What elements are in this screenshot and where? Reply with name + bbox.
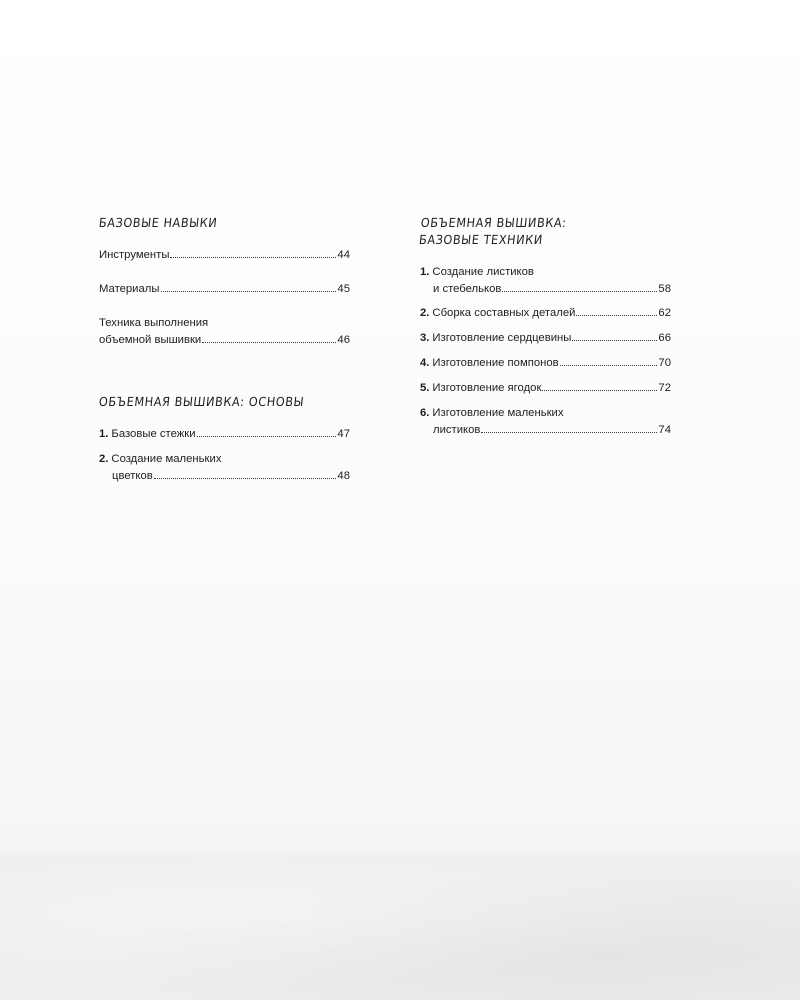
toc-entry-text: объемной вышивки <box>99 334 202 346</box>
page-number: 46 <box>337 334 350 346</box>
toc-entry-leaves-stems[interactable] <box>420 264 671 298</box>
entry-number: 1. <box>99 428 109 440</box>
toc-entry-basic-stitches[interactable] <box>99 426 350 443</box>
toc-entry-small-leaves[interactable] <box>420 405 671 439</box>
toc-entry-text: Базовые стежки <box>111 428 196 440</box>
entry-number: 5. <box>420 382 430 394</box>
toc-entry-text: Создание листиков <box>432 266 534 278</box>
page-number: 74 <box>658 424 671 436</box>
page-number: 48 <box>337 470 350 482</box>
section-title-basic-techniques: ОБЪЕМНАЯ ВЫШИВКА: БАЗОВЫЕ ТЕХНИКИ <box>418 215 568 247</box>
toc-entry-text: Создание маленьких <box>111 453 222 465</box>
toc-entry-core[interactable] <box>420 330 671 347</box>
dot-leader <box>542 390 657 391</box>
dot-leader <box>576 315 657 316</box>
dot-leader <box>560 365 658 366</box>
toc-entry-text: цветков <box>112 470 153 482</box>
toc-list-basic-techniques <box>420 264 671 439</box>
toc-left-column <box>99 214 350 485</box>
toc-entry-small-flowers[interactable] <box>99 451 350 485</box>
toc-entry-tools[interactable] <box>99 247 350 264</box>
entry-number: 6. <box>420 407 430 419</box>
dot-leader <box>572 340 657 341</box>
toc-entry-text: Изготовление маленьких <box>432 407 564 419</box>
toc-entry-text: и стебельков <box>433 283 502 295</box>
toc-list-fundamentals <box>99 426 350 485</box>
page-number: 58 <box>658 283 671 295</box>
dot-leader <box>161 291 337 292</box>
page-number: 45 <box>337 283 350 295</box>
bottom-surface <box>0 856 800 1000</box>
page-number: 70 <box>658 357 671 369</box>
toc-entry-text: Сборка составных деталей <box>432 307 576 319</box>
toc-entry-text: Техника выполнения <box>99 317 209 329</box>
dot-leader <box>154 478 337 479</box>
entry-number: 2. <box>99 453 109 465</box>
dot-leader <box>170 257 336 258</box>
toc-entry-assembly[interactable] <box>420 305 671 322</box>
toc-entry-materials[interactable] <box>99 281 350 298</box>
page-number: 44 <box>337 249 350 261</box>
entry-number: 2. <box>420 307 430 319</box>
toc-entry-pompons[interactable] <box>420 355 671 372</box>
section-title-fundamentals: ОБЪЕМНАЯ ВЫШИВКА: ОСНОВЫ <box>98 394 305 409</box>
page-number: 62 <box>658 307 671 319</box>
toc-entry-text: Изготовление сердцевины <box>432 332 572 344</box>
dot-leader <box>197 436 337 437</box>
toc-entry-text: Изготовление ягодок <box>432 382 542 394</box>
toc-entry-text: листиков <box>433 424 481 436</box>
page-number: 47 <box>337 428 350 440</box>
dot-leader <box>502 291 657 292</box>
toc-list-basic-skills <box>99 247 350 349</box>
toc-entry-text: Изготовление помпонов <box>432 357 559 369</box>
dot-leader <box>481 432 657 433</box>
toc-entry-text: Материалы <box>99 283 160 295</box>
toc-entry-text: Инструменты <box>99 249 170 261</box>
entry-number: 4. <box>420 357 430 369</box>
toc-entry-berries[interactable] <box>420 380 671 397</box>
page-number: 72 <box>658 382 671 394</box>
entry-number: 3. <box>420 332 430 344</box>
toc-right-column <box>420 214 671 439</box>
section-title-basic-skills: БАЗОВЫЕ НАВЫКИ <box>98 215 219 230</box>
entry-number: 1. <box>420 266 430 278</box>
toc-entry-technique[interactable] <box>99 315 350 349</box>
dot-leader <box>202 342 336 343</box>
page-number: 66 <box>658 332 671 344</box>
